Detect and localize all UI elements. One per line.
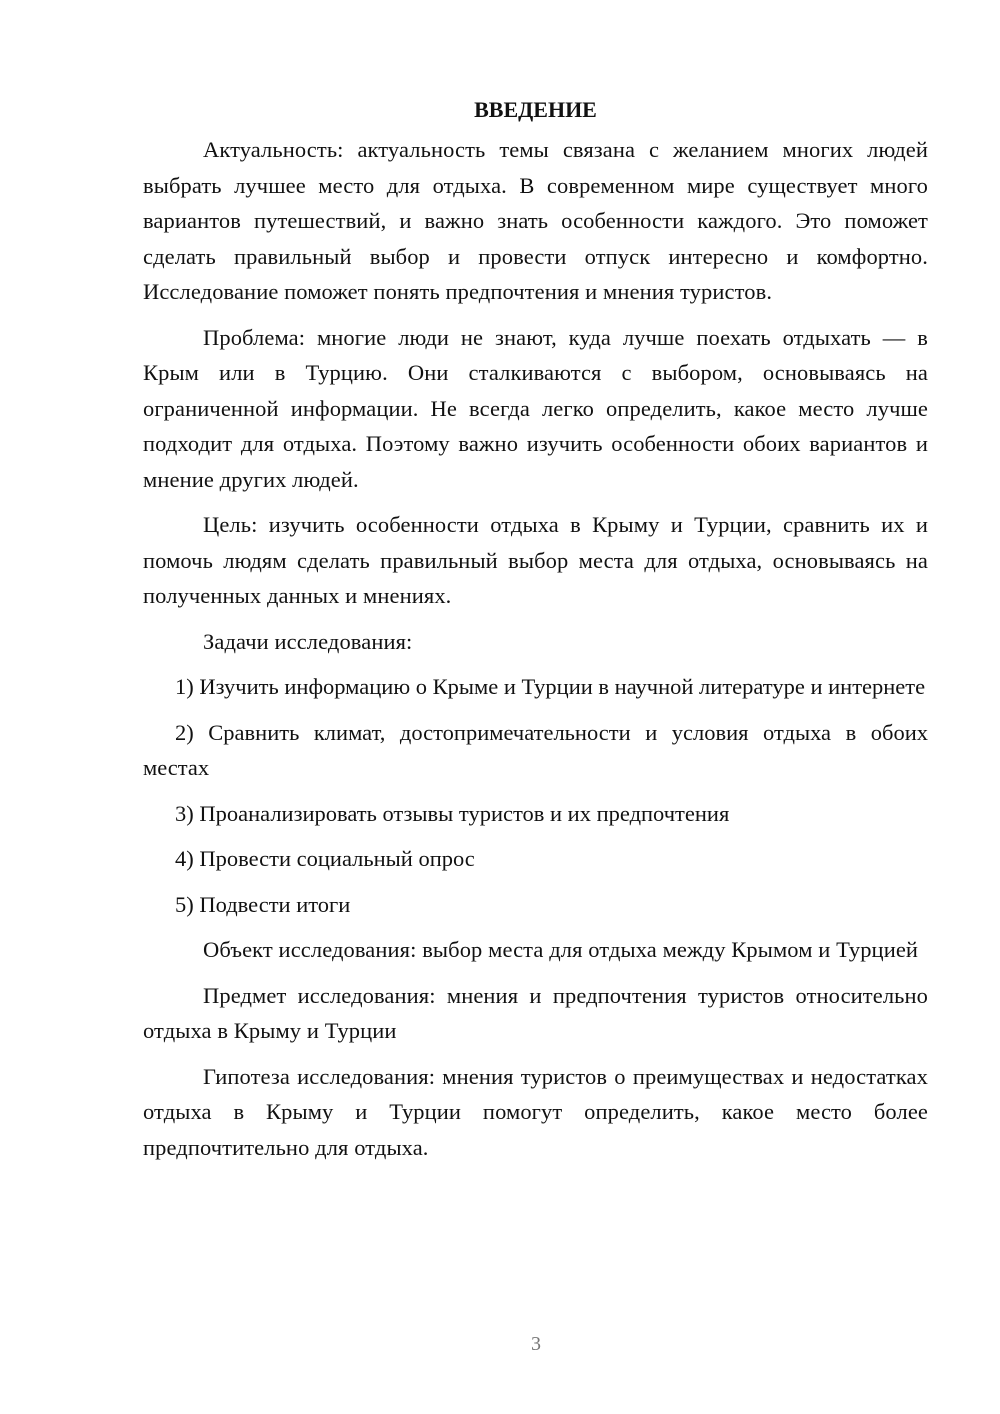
- task-item-5: 5) Подвести итоги: [175, 891, 351, 917]
- relevance-paragraph: Актуальность: актуальность темы связана с желанием многих людей выбрать лучшее место для отдыха. В современном мире существует много вариантов путешествий, и важно знать особенности каждого. Это поможет сделать правильный выбор и провести отпуск интересно и комфортно. Исследование поможет понять предпочтения и мнения туристов.: [143, 137, 928, 304]
- page-title: ВВЕДЕНИЕ: [474, 97, 597, 122]
- subject-paragraph: Предмет исследования: мнения и предпочтения туристов относительно отдыха в Крыму и Турции: [143, 982, 928, 1043]
- problem-paragraph: Проблема: многие люди не знают, куда лучше поехать отдыхать — в Крым или в Турцию. Они сталкиваются с выбором, основываясь на ограниченной информации. Не всегда легко определить, какое место лучше подходит для отдыха. Поэтому важно изучить особенности обоих вариантов и мнение других людей.: [143, 324, 928, 492]
- object-paragraph: Объект исследования: выбор места для отдыха между Крымом и Турцией: [203, 937, 919, 962]
- tasks-heading: Задачи исследования:: [203, 628, 413, 654]
- task-item-1: 1) Изучить информацию о Крыме и Турции в научной литературе и интернете: [175, 674, 926, 699]
- goal-paragraph: Цель: изучить особенности отдыха в Крыму и Турции, сравнить их и помочь людям сделать правильный выбор места для отдыха, основываясь на полученных данных и мнениях.: [143, 512, 928, 608]
- task-item-4: 4) Провести социальный опрос: [175, 846, 475, 871]
- hypothesis-paragraph: Гипотеза исследования: мнения туристов о преимуществах и недостатках отдыха в Крыму и Турции помогут определить, какое место более предпочтительно для отдыха.: [143, 1063, 928, 1160]
- page-number: 3: [531, 1333, 541, 1355]
- document-page: [143, 92, 928, 1175]
- task-item-2: 2) Сравнить климат, достопримечательности и условия отдыха в обоих местах: [143, 719, 928, 780]
- task-item-3: 3) Проанализировать отзывы туристов и их предпочтения: [175, 800, 730, 826]
